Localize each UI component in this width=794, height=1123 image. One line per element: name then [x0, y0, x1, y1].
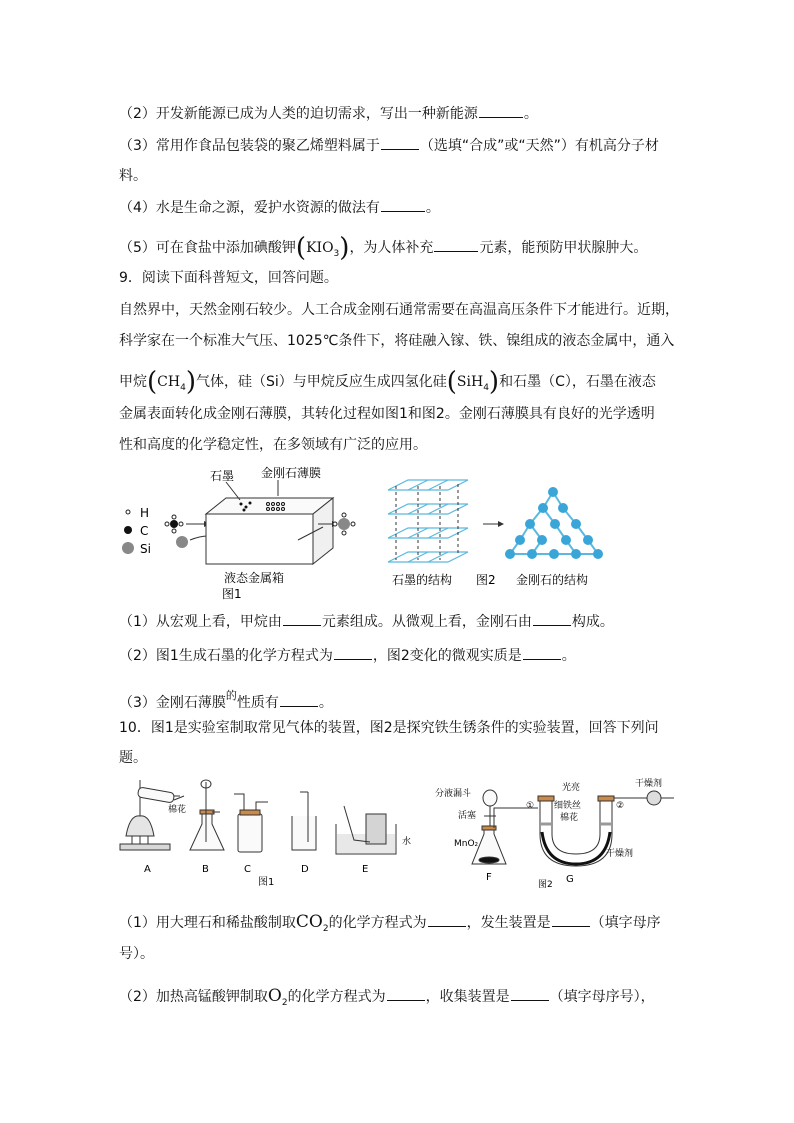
text: （1）从宏观上看，甲烷由 — [119, 614, 282, 630]
water-label: 水 — [402, 837, 412, 847]
text: （1）用大理石和稀盐酸制取 — [119, 915, 296, 931]
graphite-label: 石墨 — [210, 469, 235, 483]
answer-blank[interactable] — [511, 987, 549, 1001]
co2-formula: CO — [295, 912, 323, 932]
liquid-metal-label: 液态金属箱 — [224, 571, 285, 585]
answer-blank[interactable] — [523, 646, 561, 660]
answer-blank[interactable] — [334, 646, 372, 660]
text: 。 — [561, 648, 576, 664]
q8-part3 — [119, 136, 659, 156]
text: （3）金刚石薄膜 — [119, 695, 226, 711]
text: 。 — [318, 695, 333, 711]
graphite-layer-links — [396, 484, 458, 560]
apparatus-c — [234, 794, 268, 852]
label-a: A — [144, 864, 151, 875]
q8-p2-end: 。 — [523, 106, 538, 122]
ch4-subscript: 4 — [180, 382, 186, 393]
q8-p3-options: （选填“合成”或“天然”）有机高分子材 — [419, 138, 659, 154]
cotton-label-a: 棉花 — [168, 805, 187, 815]
q8-part4 — [119, 198, 440, 218]
apparatus-d — [292, 792, 316, 850]
q10-sub2 — [119, 986, 655, 1013]
marker-2: ② — [616, 801, 625, 811]
q9-sub2 — [119, 646, 576, 666]
q8-p4-end: 。 — [425, 200, 440, 216]
q10-figure — [118, 776, 678, 890]
text: ，发生装置是 — [466, 915, 551, 931]
q9-figure — [118, 462, 618, 601]
fig1-label-q10: 图1 — [258, 877, 275, 888]
answer-blank[interactable] — [428, 913, 466, 927]
si-atom-icon — [176, 536, 188, 548]
stopcock-label: 活塞 — [458, 811, 477, 821]
text: 的化学方程式为 — [328, 915, 427, 931]
text: （2）加热高锰酸钾制取 — [119, 989, 268, 1005]
q9-sub3 — [119, 686, 333, 713]
label-f: F — [486, 872, 492, 883]
o2-formula: O — [267, 986, 282, 1006]
diamond-atoms — [505, 487, 603, 559]
text: 和石墨（C），石墨在液态 — [499, 374, 656, 390]
legend-c: C — [140, 524, 149, 538]
q10-sub1-continuation: 号）。 — [119, 946, 154, 962]
c-atom-icon — [124, 526, 132, 534]
diamond-film-label: 金刚石薄膜 — [261, 466, 322, 480]
label-d: D — [301, 864, 309, 875]
q9-sub1 — [119, 612, 614, 632]
answer-blank[interactable] — [280, 693, 318, 707]
funnel-label: 分液漏斗 — [435, 789, 472, 799]
q8-p5-end: 元素，能预防甲状腺肿大。 — [479, 240, 648, 256]
label-b: B — [202, 864, 209, 875]
sih4-molecule-icon — [333, 513, 355, 535]
q10-sub1 — [119, 912, 661, 939]
answer-blank[interactable] — [387, 987, 425, 1001]
text: 甲烷 — [119, 374, 147, 390]
desiccant-label-top: 干燥剂 — [635, 779, 663, 789]
sih4-formula: SiH — [456, 374, 484, 390]
fig2-label: 图2 — [476, 573, 496, 587]
q9-para-line3: 甲烷$(CH_4)$气体，硅（Si）与甲烷反应生成四氢化硅(SiH$_4$)和石墨（C），石墨在液态 — [119, 367, 656, 397]
fig1-label: 图1 — [222, 587, 242, 601]
q8-part2 — [119, 104, 538, 124]
answer-blank[interactable] — [381, 198, 425, 212]
q8-p2-text: （2）开发新能源已成为人类的迫切需求，写出一种新能源 — [119, 106, 478, 122]
h-atom-icon — [126, 510, 130, 514]
q9-para-line1: 自然界中，天然金刚石较少。人工合成金刚石通常需要在高温高压条件下才能进行。近期， — [119, 302, 679, 318]
ch4-formula: CH — [157, 374, 181, 390]
text: 的 — [225, 689, 237, 702]
marker-1: ① — [526, 801, 535, 811]
answer-blank[interactable] — [552, 913, 590, 927]
mno2-label: MnO₂ — [454, 839, 479, 849]
legend-h: H — [140, 506, 150, 520]
apparatus-e — [336, 806, 396, 854]
answer-blank[interactable] — [533, 612, 571, 626]
legend-si: Si — [140, 542, 151, 556]
graphite-structure — [388, 480, 468, 562]
q8-p4-text: （4）水是生命之源，爱护水资源的做法有 — [119, 200, 380, 216]
q8-p5-mid: ，为人体补充 — [349, 240, 434, 256]
iron-wire-label: 细铁丝 — [554, 801, 582, 811]
co2-subscript: 2 — [322, 923, 329, 934]
answer-blank[interactable] — [479, 104, 523, 118]
q9-para-line4: 金属表面转化成金刚石薄膜，其转化过程如图1和图2。金刚石薄膜具有良好的光学透明 — [119, 406, 655, 422]
q8-p3-text: （3）常用作食品包装袋的聚乙烯塑料属于 — [119, 138, 380, 154]
q9-para-line5: 性和高度的化学稳定性，在多领域有广泛的应用。 — [119, 437, 427, 453]
bright-label: 光亮 — [562, 783, 581, 793]
text: （2）图1生成石墨的化学方程式为 — [119, 648, 333, 664]
answer-blank[interactable] — [283, 612, 321, 626]
q8-p5-text: （5）可在食盐中添加碘酸钾 — [119, 240, 296, 256]
label-c: C — [244, 864, 251, 875]
apparatus-b — [190, 780, 224, 850]
o2-subscript: 2 — [281, 997, 288, 1008]
q10-title: 10．图1是实验室制取常见气体的装置，图2是探究铁生锈条件的实验装置，回答下列问 — [119, 720, 659, 736]
desiccant-label: 干燥剂 — [606, 849, 634, 859]
answer-blank[interactable] — [381, 136, 419, 150]
text: 构成。 — [571, 614, 614, 630]
q10-title-continuation: 题。 — [119, 750, 147, 766]
cotton-label-g: 棉花 — [560, 813, 579, 823]
label-g: G — [566, 874, 574, 885]
kio3-subscript: 3 — [333, 248, 340, 259]
text: ，图2变化的微观实质是 — [372, 648, 522, 664]
text: 性质有 — [236, 695, 279, 711]
apparatus-a — [120, 780, 187, 850]
fig2-label-q10: 图2 — [538, 880, 553, 890]
graphite-structure-label: 石墨的结构 — [392, 573, 453, 587]
q8-p3-continuation: 料。 — [119, 168, 147, 184]
text: （填字母序 — [590, 915, 661, 931]
text: ，收集装置是 — [425, 989, 510, 1005]
si-atom-icon — [122, 542, 134, 554]
text: 的化学方程式为 — [287, 989, 386, 1005]
kio3-formula: KIO — [306, 240, 334, 256]
diamond-structure-label: 金刚石的结构 — [516, 573, 589, 587]
q9-para-line2: 科学家在一个标准大气压、1025℃条件下，将硅融入镓、铁、镍组成的液态金属中，通入 — [119, 333, 675, 349]
label-e: E — [362, 864, 369, 875]
text: 元素组成。从微观上看，金刚石由 — [321, 614, 532, 630]
methane-molecule-icon — [165, 515, 183, 533]
text: （填字母序号）， — [549, 989, 655, 1005]
text: 气体，硅（Si）与甲烷反应生成四氢化硅 — [195, 374, 447, 390]
sih4-subscript: 4 — [483, 382, 489, 393]
answer-blank[interactable] — [434, 238, 478, 252]
q9-title: 9．阅读下面科普短文，回答问题。 — [119, 270, 338, 286]
q8-part5: （5）可在食盐中添加碘酸钾$(KIO_3)$，为人体补充 元素，能预防甲状腺肿大。 — [119, 233, 648, 263]
